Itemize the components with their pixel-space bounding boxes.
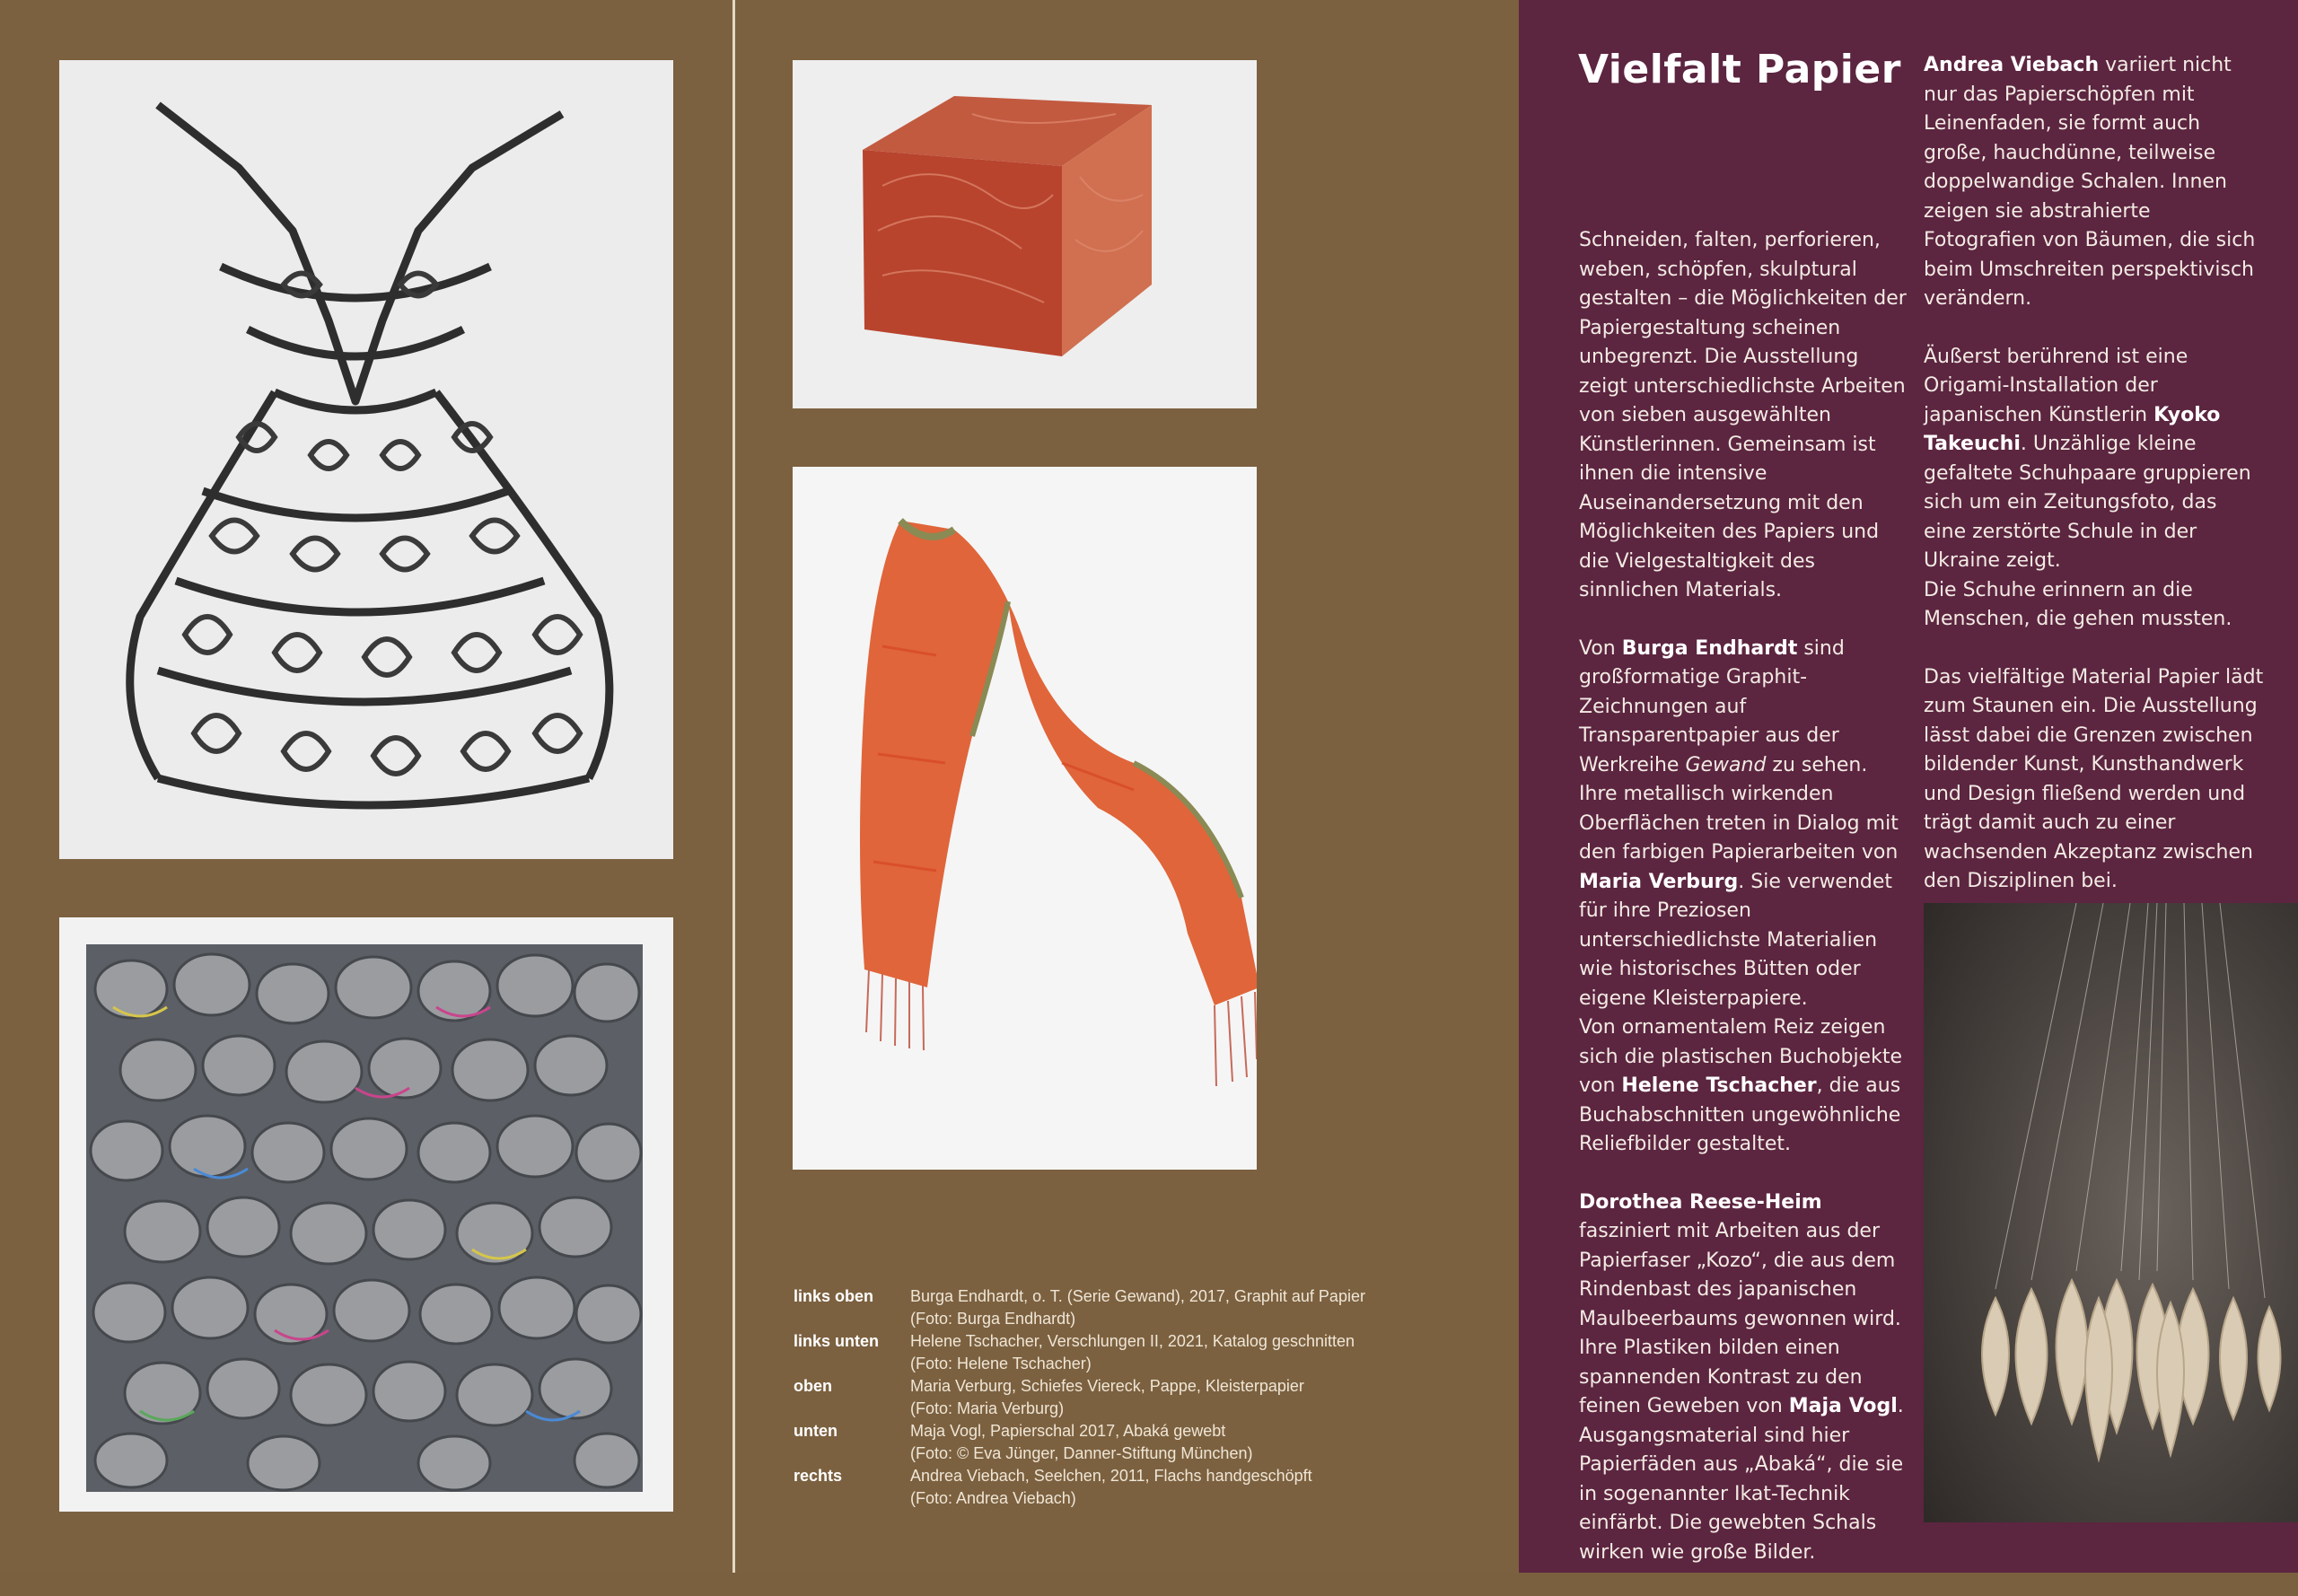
photo-paper-scarf — [793, 467, 1257, 1170]
caption-list — [794, 1285, 1494, 1510]
artist-name: Kyoko Takeuchi — [1924, 403, 2221, 455]
caption-row — [794, 1465, 1494, 1510]
photo-book-relief — [59, 917, 673, 1512]
paragraph: Von ornamentalem Reiz zeigen sich die plastischen Buchobjekte von Helene Tschacher, die aus Buchabschnitten ungewöhnliche Reliefbilder gestaltet. — [1579, 1016, 1902, 1155]
caption-label: oben — [794, 1377, 832, 1395]
paragraph: Äußerst berührend ist eine Origami-Installation der japanischen Künstlerin Kyoko Takeuchi. Unzählige kleine gefaltete Schuhpaare gruppieren sich um ein Zeitungsfoto, das eine zerstörte Schule in der Ukraine zeigt. — [1924, 345, 2251, 572]
paragraph: Dorothea Reese-Heim fasziniert mit Arbeiten aus der Papierfaser „Kozo“, die aus dem Rindenbast des japanischen Maulbeerbaums gewonnen wird. — [1579, 1190, 1901, 1330]
caption-label: rechts — [794, 1467, 843, 1485]
caption-row — [794, 1420, 1494, 1465]
paragraph: Andrea Viebach variiert nicht nur das Papierschöpfen mit Leinenfaden, sie formt auch große, hauchdünne, teilweise doppelwandige Schalen. Innen zeigen sie abstrahierte Fotografien von Bäumen, die sich beim Umschreiten perspektivisch verändern. — [1924, 54, 2256, 310]
caption-text: Maja Vogl, Papierschal 2017, Abaká gewebt (Foto: © Eva Jünger, Danner-Stiftung München) — [910, 1422, 1253, 1462]
series-name: Gewand — [1685, 753, 1767, 776]
caption-row — [794, 1375, 1494, 1420]
caption-label: links unten — [794, 1332, 880, 1350]
caption-text: Burga Endhardt, o. T. (Serie Gewand), 2017, Graphit auf Papier (Foto: Burga Endhardt) — [910, 1287, 1365, 1328]
caption-text: Andrea Viebach, Seelchen, 2011, Flachs handgeschöpft (Foto: Andrea Viebach) — [910, 1467, 1312, 1507]
artist-name: Maria Verburg — [1579, 870, 1739, 893]
artist-name: Andrea Viebach — [1924, 54, 2100, 76]
artist-name: Maja Vogl — [1788, 1395, 1898, 1417]
artist-name: Helene Tschacher — [1621, 1074, 1817, 1097]
artist-name: Burga Endhardt — [1621, 636, 1798, 660]
paragraph: Ihre Plastiken bilden einen spannenden Kontrast zu den feinen Geweben von Maja Vogl. Ausgangsmaterial sind hier Papierfäden aus „Abaká“, die sie in sogenannter Ikat-Technik einfärbt. Die gewebten Schals wirken wie große Bilder. — [1579, 1337, 1904, 1564]
photo-paper-cube — [793, 60, 1257, 408]
caption-row — [794, 1285, 1494, 1330]
paragraph: Von Burga Endhardt sind großformatige Graphit-Zeichnungen auf Transparentpapier aus der Werkreihe Gewand zu sehen. Ihre metallisch wirkenden Oberflächen treten in Dialog mit den farbigen Papierarbeiten von Maria Verburg. Sie verwendet für ihre Preziosen unterschiedlichste Materialien wie historisches Bütten oder eigene Kleisterpapiere. — [1579, 636, 1899, 1010]
caption-row — [794, 1330, 1494, 1375]
caption-text: Maria Verburg, Schiefes Viereck, Pappe, Kleisterpapier (Foto: Maria Verburg) — [910, 1377, 1304, 1417]
paragraph: Das vielfältige Material Papier lädt zum Staunen ein. Die Ausstellung lässt dabei die Grenzen zwischen bildender Kunst, Kunsthandwerk und Design fließend werden und trägt damit auch zu einer wachsenden Akzeptanz zwischen den Disziplinen bei. — [1924, 665, 2264, 892]
photo-graphite-dress — [59, 60, 673, 859]
artist-name: Dorothea Reese-Heim — [1579, 1190, 1822, 1214]
page-title: Vielfalt Papier — [1578, 47, 1901, 92]
caption-text: Helene Tschacher, Verschlungen II, 2021, Katalog geschnitten (Foto: Helene Tschacher) — [910, 1332, 1355, 1372]
paragraph: Schneiden, falten, perforieren, weben, schöpfen, skulptural gestalten – die Möglichkeiten der Papiergestaltung scheinen unbegrenzt. Die Ausstellung zeigt unterschiedlichste Arbeiten von sieben ausgewählten Künstlerinnen. Gemeinsam ist ihnen die intensive Auseinandersetzung mit den Möglichkeiten des Papiers und die Vielgestaltigkeit des sinnlichen Materials. — [1579, 229, 1907, 601]
paragraph: Die Schuhe erinnern an die Menschen, die gehen mussten. — [1924, 578, 2232, 630]
article-column-2 — [1924, 51, 2265, 925]
caption-label: unten — [794, 1422, 838, 1440]
caption-label: links oben — [794, 1287, 874, 1305]
article-column-1 — [1579, 226, 1911, 1596]
photo-hanging-seelchen — [1924, 903, 2298, 1522]
